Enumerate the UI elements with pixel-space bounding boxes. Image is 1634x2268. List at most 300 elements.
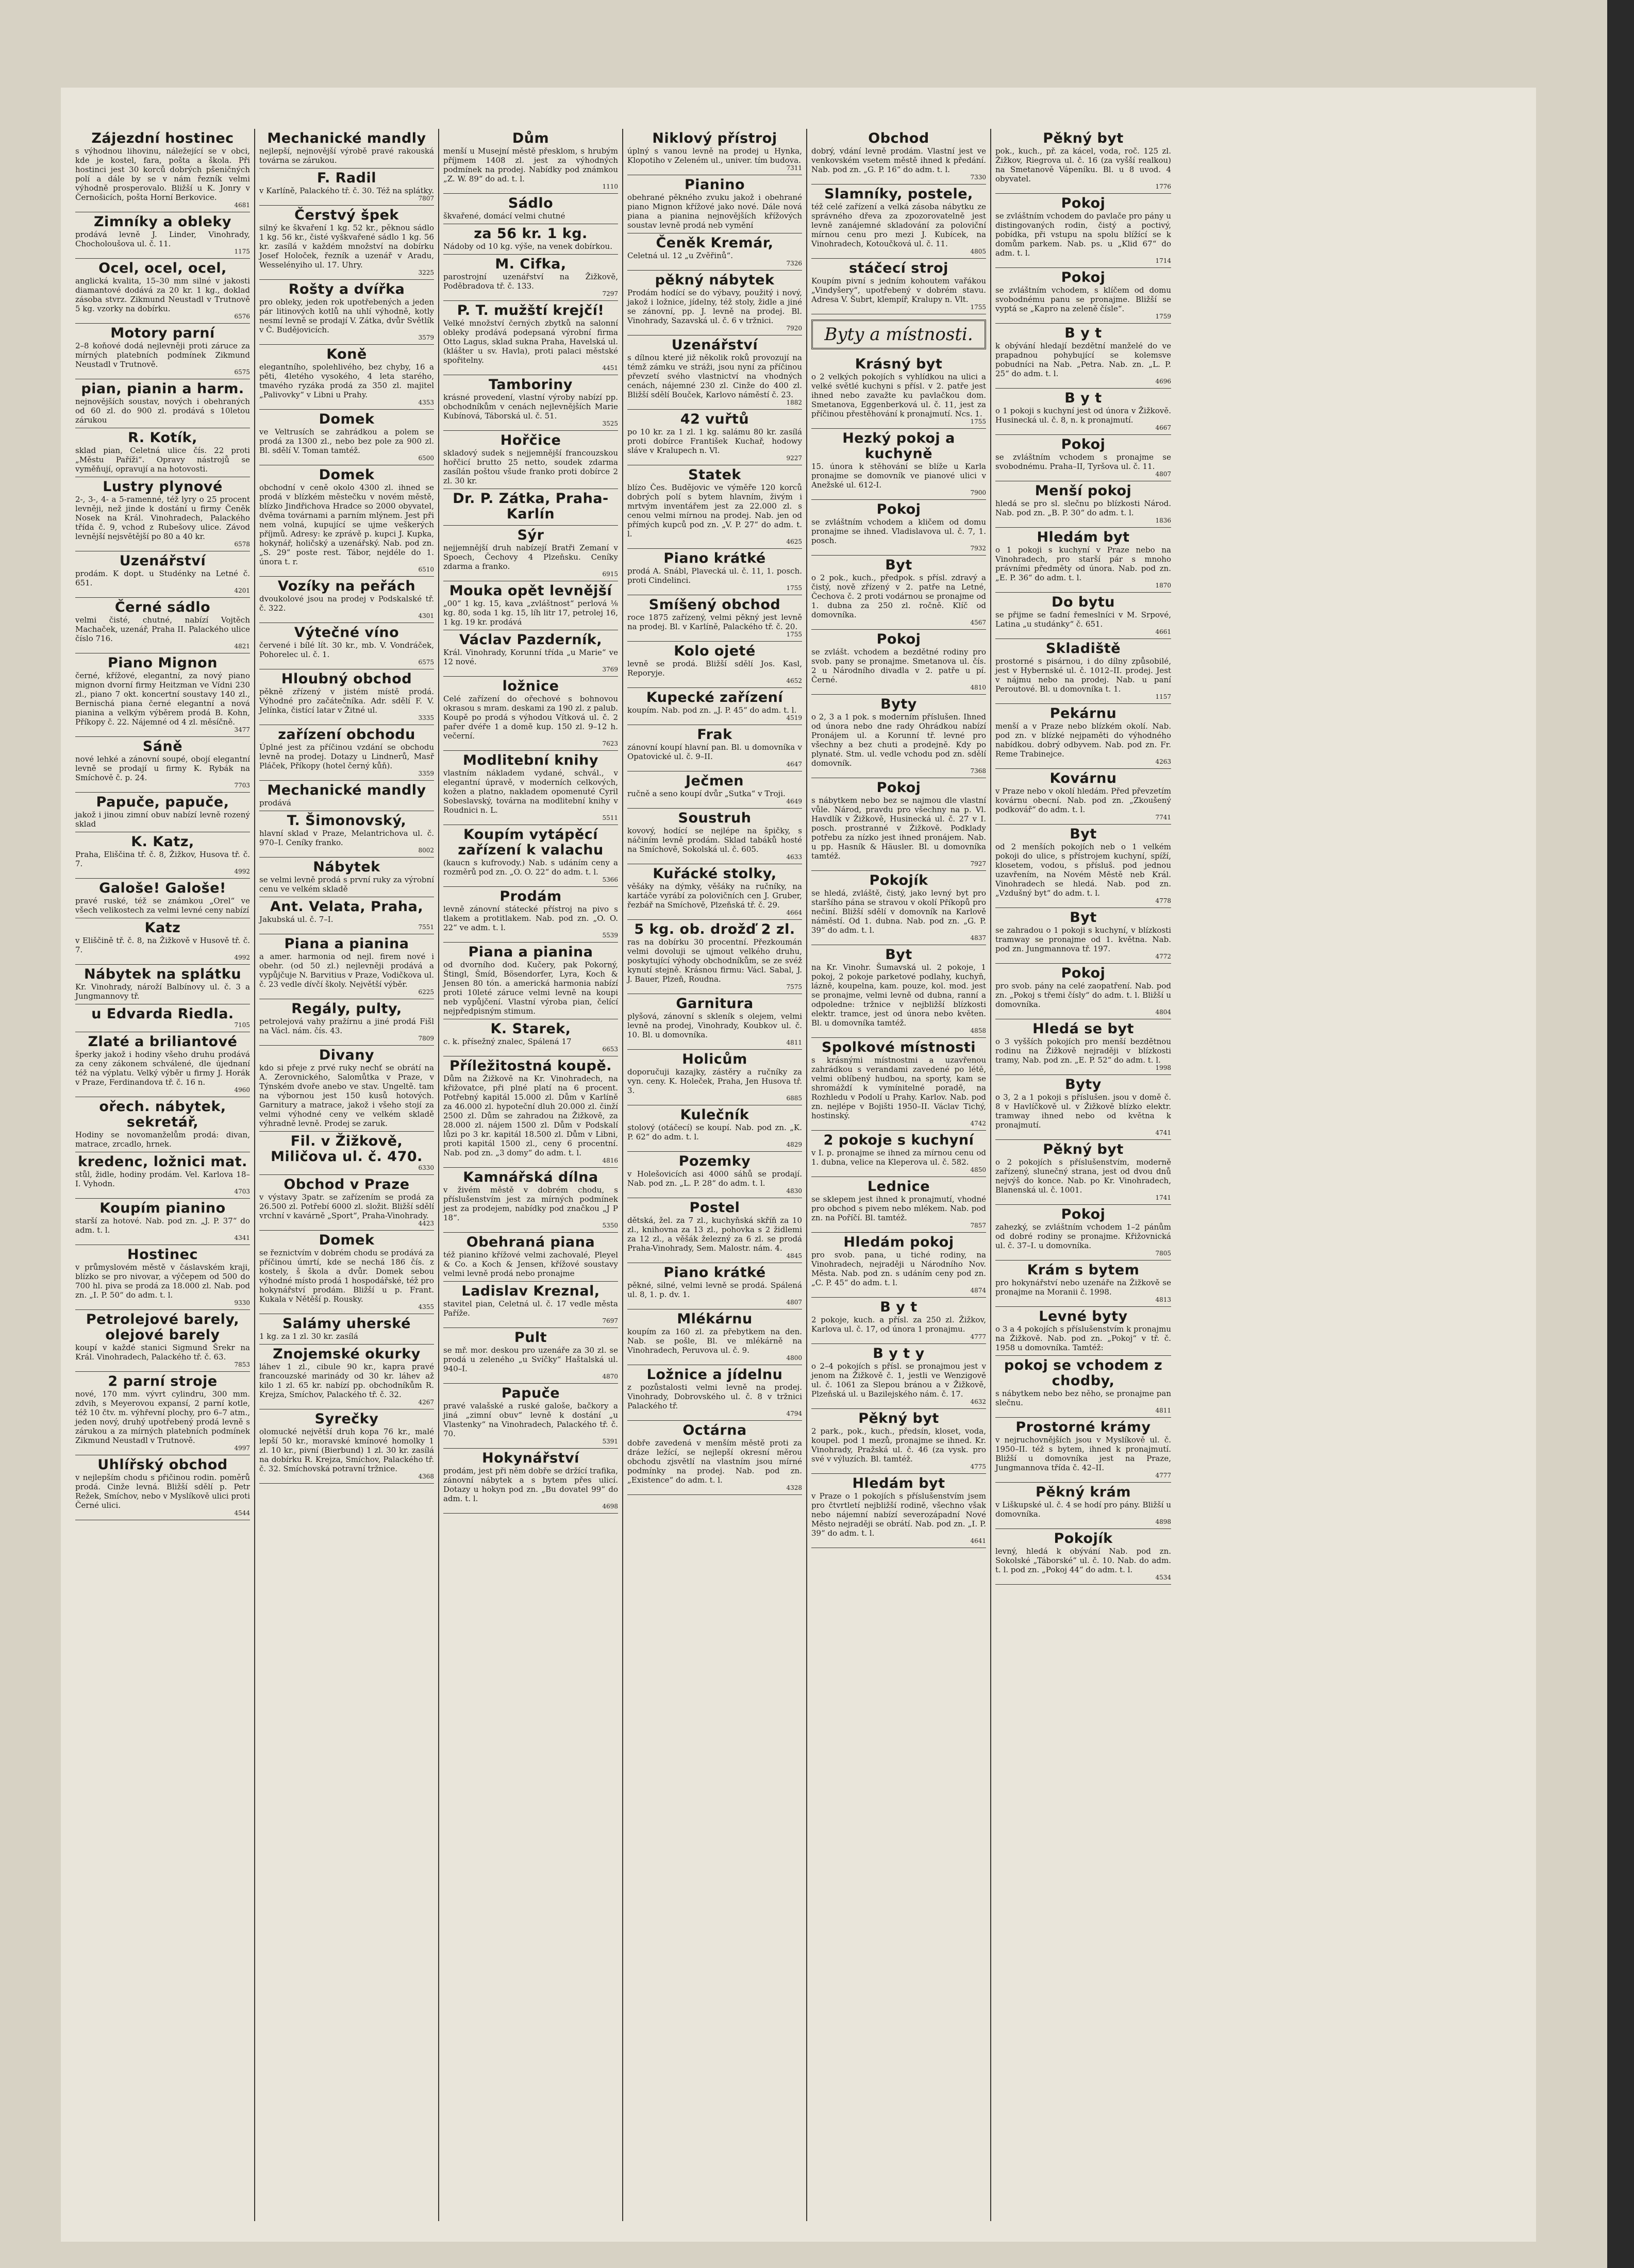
ad-text: pok., kuch., př. za kácel, voda, roč. 125 zl. Žižkov, Riegrova ul. č. 16 (za vyšší realkou) na Smetanově Vápeníku. Bl. u 8 uvod. 4 obyvatel.: [995, 146, 1171, 183]
ad-text: o 2–4 pokojích s přísl. se pronajmou jest v jenom na Žižkově č. 1, jestli ve Wenzigově ul. č. 1061 za Slepou bránou a v Žižkově, Plzeňská ul. u Bazilejského nám. č. 17.: [811, 1362, 986, 1399]
ad-heading: u Edvarda Riedla.: [91, 1006, 234, 1022]
ad-heading: Galoše! Galoše!: [99, 880, 226, 896]
classified-ad: [443, 825, 618, 887]
ad-number: 5350: [602, 1222, 618, 1229]
ad-heading: Pokoj: [1061, 270, 1106, 285]
ad-heading: Skladiště: [1045, 641, 1121, 657]
ad-text: 2-, 3-, 4- a 5-ramenné, též lyry o 25 procent levněji, než jinde k dostání u firmy Čeněk Nosek na Král. Vinohradech, Palackého třída č. 9, vchod z Rubešovy ulice. Závod levnější nejsvětější po 80 a 40 kr.: [75, 495, 250, 541]
ad-text: v živém městě v dobrém chodu, s příslušenstvím jest za mírných podmínek jest za prodejem, nabídky pod značkou „J P 18“.: [443, 1185, 618, 1222]
ad-number: 7809: [418, 1035, 434, 1042]
classified-ad: [995, 593, 1171, 639]
classified-ad: [443, 431, 618, 489]
ad-heading: M. Cifka,: [495, 256, 566, 272]
ad-number: 7703: [234, 782, 250, 789]
ad-number: 4641: [970, 1537, 986, 1544]
ad-text: láhev 1 zl., cibule 90 kr., kapra pravé francouzské marinády od 30 kr. láhev až kilo 1 zl. 65 kr. nabízí pp. obchodníkům R. Krejza, Smíchov, Palackého tř. č. 32.: [259, 1362, 434, 1399]
ad-text: dobrý, vdání levně prodám. Vlastní jest ve venkovském vsetem městě ihned k předání. Nab. pod zn. „G. P. 16“ do adm. t. l.: [811, 146, 986, 174]
classified-ad: [627, 920, 802, 994]
ad-heading: B y t: [1064, 390, 1102, 406]
ad-heading: Pěkný byt: [858, 1410, 939, 1426]
column-5: [807, 129, 991, 2221]
classified-ad: [995, 964, 1171, 1019]
ad-text: v Eliščině tř. č. 8, na Žižkově v Husově tř. č. 7.: [75, 936, 250, 954]
ad-heading: Ant. Velata, Praha,: [270, 899, 424, 915]
ad-text: jakož i jinou zimní obuv nabízí levně rozený sklad: [75, 810, 250, 829]
ad-text: roce 1875 zařízený, velmi pěkný jest levně na prodej. Bl. v Karlíně, Palackého tř. č. 20.: [627, 613, 802, 631]
ad-heading: Postel: [689, 1200, 740, 1216]
ad-text: 1 kg. za 1 zl. 30 kr. zasílá: [259, 1332, 358, 1341]
ad-heading: Krásný byt: [855, 356, 943, 372]
ad-number: 8002: [418, 847, 434, 854]
ad-text: se mř. mor. deskou pro uzenáře za 30 zl. se prodá u zeleného „u Svíčky“ Haštalská ul. 940–I.: [443, 1346, 618, 1373]
ad-text: nejjemnější druh nabízejí Bratři Zemaní v Spoech, Čechovy 4 Plzeňsku. Ceníky zdarma a franko.: [443, 543, 618, 571]
classified-ad: [259, 725, 434, 781]
classified-ad: [627, 809, 802, 864]
ad-number: 7311: [786, 164, 802, 172]
ad-heading: Modlitební knihy: [463, 752, 598, 768]
classified-ad: [627, 271, 802, 335]
ad-heading: Koupím pianino: [99, 1200, 226, 1216]
ad-heading: Nábytek: [313, 859, 380, 875]
ad-text: levně zánovní státecké přístroj na pivo s tlakem a protitlakem. Nab. pod zn. „O. O. 22“ ve adm. t. l.: [443, 904, 618, 932]
ad-heading: Petrolejové barely, olejové barely: [86, 1312, 240, 1343]
ad-heading: Uhlířský obchod: [97, 1457, 228, 1473]
ad-heading: Pekárnu: [1049, 705, 1117, 721]
ad-text: s dílnou které již několik roků provozují na témž zámku ve stráži, jsou nyní za příčinou převzetí svého vlastnictví na vhodných cenách, nájemné 230 zl. Cinže do 400 zl. Bližší sdělí Bouček, Karlovo náměstí č. 23.: [627, 353, 802, 399]
ad-number: 4772: [1155, 953, 1171, 960]
ad-text: 2–8 koňové dodá nejlevněji proti záruce za mírných platebních podmínek Zikmund Neustadl v Trutnově.: [75, 341, 250, 369]
classified-ad: [75, 918, 250, 965]
ad-heading: Smíšený obchod: [648, 597, 781, 613]
ad-number: 7326: [786, 260, 802, 267]
classified-ad: [75, 1097, 250, 1152]
ad-text: silný ke škvaření 1 kg. 52 kr., pěknou sádlo 1 kg. 56 kr., čisté vyškvařené sádlo 1 kg. 56 kr. zasílá v každém množství na dobírku Josef Holoček, řezník a uzenář v Aradu, Wesselényiho ul. 17. Uhry.: [259, 223, 434, 270]
ad-heading: Salámy uherské: [282, 1316, 411, 1332]
classified-ad: [259, 897, 434, 934]
ad-text: „00“ 1 kg. 15, kava „zvláštnost“ perlová ⅛ kg. 80, soda 1 kg. 15, líh litr 17, petrolej 16, 1 kg. 19 kr. prodává: [443, 599, 618, 627]
ad-heading: Niklový přístroj: [652, 130, 777, 146]
ad-text: se přijme se ťadní řemeslníci v M. Srpové, Latina „u studánky“ č. 651.: [995, 610, 1171, 629]
ad-text: se hledá, zvláště, čistý, jako levný byt pro staršího pána se stravou v okolí Příkopů pro nečiní. Bližší sdělí v domovník na Karlově náměstí. Od 1. dubna. Nab. pod zn. „G. P. 39“ do adm. t. l.: [811, 888, 986, 935]
ad-number: 4960: [234, 1086, 250, 1094]
classified-ad: [443, 129, 618, 194]
ad-number: 4698: [602, 1503, 618, 1510]
ad-text: ve Veltrusích se zahrádkou a polem se prodá za 1300 zl., nebo bez pole za 900 zl. Bl. sdělí V. Toman tamtéž.: [259, 427, 434, 455]
classified-ad: [811, 259, 986, 314]
ad-text: a amer. harmonia od nejl. firem nové i obehr. (od 50 zl.) nejlevněji prodává a vypůjčuje N. Barvitius v Praze, Vodičkova ul. č. 23 vedle dívčí školy. Největší výběr.: [259, 952, 434, 989]
ad-number: 4992: [234, 954, 250, 961]
ad-number: 4777: [1155, 1472, 1171, 1479]
ad-number: 4778: [1155, 897, 1171, 904]
ad-heading: zařízení obchodu: [278, 727, 415, 743]
classified-ad: [443, 1384, 618, 1449]
ad-number: 5366: [602, 876, 618, 883]
classified-ad: [75, 428, 250, 477]
classified-ad: [443, 1449, 618, 1514]
ad-heading: Rošty a dvířka: [288, 281, 405, 297]
ad-text: pro obleky, jeden rok upotřebených a jeden pár litinových kotlů na uhlí výhodně, kotly nesmí levně se prodají V. Zátka, dvůr Světlík v Č. Budějovicích.: [259, 297, 434, 334]
ad-number: 6578: [234, 541, 250, 548]
ad-text: o 1 pokoji s kuchyní v Praze nebo na Vinohradech, pro starší pár s mnoho právními předměty od února. Nab. pod zn. „E. P. 36“ do adm. t. l.: [995, 545, 1171, 582]
ad-heading: Lednice: [867, 1179, 930, 1195]
ad-heading: Tamboriny: [488, 377, 573, 393]
ad-number: 4816: [602, 1157, 618, 1164]
ad-heading: 42 vuřtů: [680, 411, 749, 427]
ad-heading: ložnice: [502, 678, 559, 694]
ad-heading: Pianino: [684, 177, 745, 193]
classified-ad: [443, 943, 618, 1019]
ad-number: 1870: [1155, 582, 1171, 589]
ad-number: 3335: [418, 714, 434, 721]
classified-ad: [811, 1298, 986, 1344]
ad-heading: Pěkný byt: [1043, 1141, 1124, 1157]
classified-ad: [75, 653, 250, 737]
ad-heading: Hledám pokoj: [843, 1234, 954, 1250]
ad-heading: Zájezdní hostinec: [91, 130, 234, 146]
classified-ad: [811, 695, 986, 778]
ad-number: 4534: [1155, 1574, 1171, 1581]
classified-ad: [75, 737, 250, 793]
classified-ad: [75, 1245, 250, 1310]
ad-heading: Frak: [697, 727, 732, 743]
ad-text: se zahradou o 1 pokoji s kuchyní, v blízkosti tramway se pronajme od 1. května. Nab. pod zn. Jungmannova tř. 197.: [995, 926, 1171, 953]
ad-number: 4519: [786, 714, 802, 721]
ad-heading: Ložnice a jídelnu: [646, 1367, 783, 1383]
ad-text: o 3, 2 a 1 pokoji s příslušen. jsou v domě č. 8 v Havlíčkově ul. v Žižkově blízko elektr. tramway ihned nebo od května k pronajmutí.: [995, 1093, 1171, 1130]
ad-heading: Do bytu: [1052, 594, 1115, 610]
ad-heading: Výtečné víno: [294, 625, 399, 641]
ad-number: 6510: [418, 566, 434, 573]
classified-ad: [259, 999, 434, 1046]
column-4: [623, 129, 807, 2221]
classified-ad: [627, 549, 802, 595]
classified-ad: [443, 255, 618, 301]
ad-text: plyšová, zánovní s skleník s olejem, velmi levně na prodej, Vinohrady, Koubkov ul. č. 10. Bl. u domovníka.: [627, 1012, 802, 1039]
ad-heading: Sádlo: [508, 195, 554, 211]
classified-ad: [75, 1152, 250, 1199]
ad-text: o 1 pokoji s kuchyní jest od února v Žižkově. Husinecká ul. č. 8, n. k pronajmutí.: [995, 406, 1171, 425]
ad-text: krásné provedení, vlastní výroby nabízí pp. obchodníkům v cenách nejlevnějších Marie Kubínová, Táborská ul. č. 51.: [443, 393, 618, 421]
ad-heading: Piano krátké: [663, 1265, 766, 1281]
classified-ad: [75, 598, 250, 653]
ad-number: 3769: [602, 666, 618, 673]
ad-heading: Ječmen: [685, 773, 744, 789]
ad-heading: Hledám byt: [1037, 529, 1130, 545]
ad-heading: Hezký pokoj a kuchyně: [842, 430, 955, 462]
ad-number: 4807: [1155, 471, 1171, 478]
ad-number: 4813: [1155, 1296, 1171, 1303]
ad-number: 4667: [1155, 424, 1171, 431]
ad-heading: Hokynářství: [482, 1450, 579, 1466]
classified-ad: [627, 1050, 802, 1105]
ad-text: obchodní v ceně okolo 4300 zl. ihned se prodá v blízkém městečku v novém městě, blízko Jindřichova Hradce so 2000 obyvatel, dvěma továrnami a parním mlýnem. Jest při nem volná, kupující se ujme veškerých příjmů. Adresy: ke zprávě p. kupci J. Kupka, hokynář, holičský a uzenářský. Nab. pod zn. „S. 29“ poste rest. Tábor, nejdéle do 1. února t. r.: [259, 483, 434, 566]
ad-text: obehrané pěkného zvuku jakož i obehrané piano Mignon křížové jako nové. Dále nová piana a pianina nejnovějších křížových soustav levně prodá neb vymění: [627, 193, 802, 230]
ad-text: nejnovějších soustav, nových i obehraných od 60 zl. do 900 zl. prodává s 10letou zárukou: [75, 397, 250, 425]
classified-ad: [259, 669, 434, 725]
classified-ad: [75, 879, 250, 918]
ad-heading: Dům: [512, 130, 549, 146]
ad-heading: Kulečník: [680, 1107, 749, 1123]
ad-number: 4830: [786, 1187, 802, 1195]
classified-ad: [627, 175, 802, 233]
ad-text: nové, 170 mm. vývrt cylindru, 300 mm. zdvih, s Meyerovou expansí, 2 parní kotle, též 10 čtv. m. výhřevní plochy, pro 6–7 atm., jeden nový, druhý upotřebený prodá levně s zárukou a za mírných platebních podmínek Zikmund Neustadl v Trutnově.: [75, 1389, 250, 1445]
ad-number: 4829: [786, 1141, 802, 1148]
ad-heading: Kupecké zařízení: [646, 690, 783, 705]
classified-ad: [75, 1199, 250, 1245]
ad-text: se zvláštním vchodem, s klíčem od domu svobodnému panu se pronajme. Bližší se vyptá se „Kapro na zeleně čísle“.: [995, 285, 1171, 313]
ad-number: 7805: [1155, 1250, 1171, 1257]
ad-text: též celé zařízení a velká zásoba nábytku ze správného dřeva za zpozorovatelně jest levně zanájemné skladování za poloviční mírnou cenu pro mezi J. Kubícek, na Vinohradech, Kotoučková ul. č. 11.: [811, 202, 986, 248]
ad-heading: pian, pianin a harm.: [81, 381, 244, 397]
classified-ad: [995, 1356, 1171, 1418]
ad-number: 4775: [970, 1463, 986, 1470]
ad-text: petrolejová vahy pražírnu a jiné prodá Fišl na Václ. nám. čís. 43.: [259, 1017, 434, 1035]
classified-ad: [627, 1421, 802, 1495]
ad-number: 1836: [1155, 517, 1171, 524]
ad-text: koupím. Nab. pod zn. „J. P. 45“ do adm. t. l.: [627, 705, 797, 715]
ad-text: úplný s vanou levně na prodej u Hynka, Klopotiho v Zeleném ul., univer. tím budova.: [627, 146, 802, 165]
ad-text: elegantního, spolehlivého, bez chyby, 16 a pěti, 4letého vysokého, 4 leta starého, tmavého ryzáka prodá za 350 zl. majitel „Palivovky“ v Libni u Prahy.: [259, 362, 434, 399]
classified-ad: [627, 1198, 802, 1263]
ad-heading: Regály, pulty,: [291, 1001, 402, 1017]
ad-text: v průmyslovém městě v čáslavském kraji, blízko se pro nivovar, a výčepem od 500 do 700 hl. piva se prodá za 18.000 zl. Nab. pod zn. „I. P. 50“ do adm. t. l.: [75, 1263, 250, 1300]
ad-text: Kr. Vinohrady, nároží Balbínovy ul. č. 3 a Jungmannovy tř.: [75, 982, 250, 1001]
ad-heading: Garnitura: [676, 996, 754, 1012]
classified-ad: [627, 1365, 802, 1421]
classified-ad: [811, 429, 986, 500]
classified-ad: [811, 1131, 986, 1177]
ad-text: c. k. přísežný znalec, Spálená 17: [443, 1037, 572, 1046]
ad-number: 6225: [418, 988, 434, 996]
classified-ad: [995, 268, 1171, 324]
ad-text: nejlepší, nejnovější výrobě pravé rakouská továrna se zárukou.: [259, 146, 434, 165]
classified-ad: [259, 410, 434, 465]
ad-text: v I. p. pronajme se ihned za mírnou cenu od 1. dubna, velice na Kleperova ul. č. 582.: [811, 1148, 986, 1167]
ad-text: škvařené, domácí velmi chutné: [443, 211, 565, 221]
classified-ad: [995, 908, 1171, 964]
ad-number: 4874: [970, 1287, 986, 1294]
ad-text: s výhodnou lihovinu, náležející se v obci, kde je kostel, fara, pošta a škola. Při hostinci jest 30 korců dobrých pšeničných polí a dále by se v nám řezník velmi výhodně prosperovalo. Bližší u K. Jonry v Černošicích, pošta Horní Berkovice.: [75, 146, 250, 202]
ad-heading: Domek: [319, 411, 375, 427]
ad-heading: Uzenářství: [671, 337, 758, 353]
ad-number: 1998: [1155, 1064, 1171, 1071]
ad-number: 6575: [234, 368, 250, 376]
ad-text: se zvláštním vchodem do pavlače pro pány u distingovaných rodin, čistý a poctivý, pobídka, při vstupu na spolu blížící se k domům parkem. Nab. ps. u „Klid 67“ do adm. t. l.: [995, 211, 1171, 258]
ad-number: 4341: [234, 1234, 250, 1241]
classified-ad: [75, 259, 250, 324]
classified-ad: [75, 129, 250, 212]
ad-text: koupím za 160 zl. za přebytkem na den. Nab. se pošle, Bl. ve mlékárně na Vinohradech, Peruvova ul. č. 9.: [627, 1327, 802, 1355]
ad-heading: Pozemky: [678, 1153, 751, 1169]
classified-ad: [995, 528, 1171, 593]
ad-number: 4632: [970, 1398, 986, 1405]
ad-number: 4544: [234, 1509, 250, 1517]
ad-text: pěkné, silné, velmi levně se prodá. Spálená ul. 8, 1. p. dv. 1.: [627, 1281, 802, 1299]
ad-heading: Obchod: [868, 130, 929, 146]
ad-text: Jakubská ul. č. 7–I.: [259, 915, 334, 924]
ad-text: kdo si přeje z prvé ruky nechť se obrátí na A. Zerovnického, Salomůtka v Praze, v Týnském dvoře anebo ve stav. Ungeltě. tam na výbornou jest 150 kusů hotových. Garnitury a matrace, jakož i všeho stojí za velmi výhodné ceny ve velkém skladě výhradně levně. Prodej se zaruk.: [259, 1063, 434, 1128]
ad-text: 2 park., pok., kuch., předsín, kloset, voda, koupel. pod 1 mezů, pronajme se ihned. Kr. Vinohrady, Pražská ul. č. 46 (za vysk. pro své v výluzích. Bl. tamtéž.: [811, 1426, 986, 1464]
classified-ad: [627, 1105, 802, 1152]
classified-ad: [995, 129, 1171, 194]
classified-ad: [995, 825, 1171, 908]
ad-heading: Pokoj: [1061, 1206, 1106, 1222]
ad-text: na Kr. Vinohr. Šumavská ul. 2 pokoje, 1 pokoj, 2 pokoje parketové podlahy, kuchyň, lázně, koupelna, kam. pouze, kol. mod. jest se pronajme, velmi levně od dubna, ranní a odpoledne: tržnice v nejbližší blízkosti elektr. tramce, jest od února nebo květen. Bl. u domovníka tamtéž.: [811, 963, 986, 1028]
ad-text: o 2 velkých pokojích s vyhlídkou na ulici a velké světlé kuchyni s přísl. v 2. patře jest ihned nebo zavažte ku pavlačkou dom. Smetanova, Eggenberková ul. č. 11, jest za příčinou přestěhování k pronajmutí. Ncs. 1.: [811, 372, 986, 418]
classified-ad: [443, 1282, 618, 1328]
ad-text: v nejruchovnějších jsou v Myslíkově ul. č. 1950–II. též s bytem, ihned k pronajmutí. Bližší u domovníka jest na Praze, Jungmannova třída č. 42–II.: [995, 1435, 1171, 1472]
classified-ad: [811, 129, 986, 184]
ad-number: 1741: [1155, 1194, 1171, 1201]
classified-ad: [811, 184, 986, 259]
classified-ad: [995, 1483, 1171, 1529]
ad-text: sklad pian, Celetná ulice čís. 22 proti „Městu Paříži“. Opravy nástrojů se vyměňují, opravují a na hotovosti.: [75, 446, 250, 474]
ad-number: 4661: [1155, 628, 1171, 635]
ad-number: 4696: [1155, 378, 1171, 385]
classified-ad: [259, 345, 434, 410]
classified-ad: [627, 233, 802, 271]
ad-heading: Pokoj: [1061, 436, 1106, 452]
classified-ad: [259, 577, 434, 623]
ad-heading: Pult: [514, 1330, 547, 1346]
ad-heading: Byt: [1070, 826, 1097, 842]
ad-text: vlastním nákladem vydané, schvál., v elegantní úpravě, v moderních celkových, kožen a platno, nakladem opomenuté Cyril Sobeslavský, továrna na modlitební knihy v Roudnici n. L.: [443, 768, 618, 815]
ad-number: 7927: [970, 860, 986, 867]
ad-heading: Ocel, ocel, ocel,: [98, 260, 227, 276]
ad-text: Prodám hodící se do výbavy, použitý i nový, jakož i ložnice, jídelny, též stoly, židle a jiné se zánovní, pp. J. levně na prodej. Bl. Vinohrady, Sazavská ul. č. 6 v tržnici.: [627, 288, 802, 325]
ad-number: 4811: [1155, 1407, 1171, 1414]
ad-number: 9227: [786, 455, 802, 462]
classified-ad: [995, 1019, 1171, 1075]
classified-ad: [259, 1345, 434, 1409]
ad-heading: stáčecí stroj: [849, 260, 948, 276]
classified-ad: [995, 324, 1171, 389]
ad-text: pravé valašské a ruské galoše, bačkory a jiná „zimní obuv“ levně k dostání „u Vlastenky“ na Vinohradech, Palackého tř. č. 70.: [443, 1401, 618, 1438]
classified-ad: [627, 1263, 802, 1309]
classified-ad: [259, 1175, 434, 1231]
ad-heading: Čerstvý špek: [294, 207, 399, 223]
ad-text: červené i bílé lít. 30 kr., mb. V. Vondráček, Pohorelec ul. č. 1.: [259, 641, 434, 659]
ad-number: 7330: [970, 174, 986, 181]
scan-edge: [1607, 0, 1634, 2268]
ad-heading: Uzenářství: [119, 553, 206, 569]
ad-heading: Syrečky: [314, 1411, 379, 1427]
ad-heading: Vozíky na peřách: [277, 578, 416, 594]
ad-number: 4423: [418, 1220, 434, 1227]
ad-number: 7623: [602, 740, 618, 747]
classified-ad: [811, 1409, 986, 1474]
ad-text: Dům na Žižkově na Kr. Vinohradech, na křižovatce, při plné platí na 6 procent. Potřebný kapitál 15.000 zl. Dům v Karlíně za 46.000 zl. hypoteční dluh 20.000 zl. činží 2500 zl. Dům se zahradou na Žižkově, za 28.000 zl. nájem 1500 zl. Dům v Podskalí lůzi po 3 kr. kapitál 18.500 zl. Dům v Libni, proti kapitál 1500 zl., ceny 6 procentní. Nab. pod zn. „3 domy“ do adm. t. l.: [443, 1074, 618, 1157]
ad-heading: Ladislav Kreznal,: [461, 1283, 600, 1299]
ad-text: hlavní sklad v Praze, Melantrichova ul. č. 970–I. Ceníky franko.: [259, 829, 434, 847]
classified-ad: [627, 642, 802, 688]
classified-ad: [75, 1455, 250, 1520]
ad-text: stolový (otáčecí) se koupí. Nab. pod zn. „K. P. 62“ do adm. t. l.: [627, 1123, 802, 1141]
classified-ad: [627, 688, 802, 725]
ad-number: 4301: [418, 612, 434, 619]
ad-text: parostrojní uzenářství na Žižkově, Poděbradova tř. č. 133.: [443, 272, 618, 291]
ad-heading: B y t y: [873, 1346, 925, 1362]
classified-ad: [627, 465, 802, 549]
ad-text: k obývání hledají bezdětní manželé do ve prapadnou pohybující se kolemsve pobudníci na Nab. „Petra. Nab. zn. „L. P. 25“ do adm. t. l.: [995, 341, 1171, 378]
ad-heading: Václav Pazderník,: [459, 632, 603, 648]
ad-heading: Koně: [326, 346, 367, 362]
ad-heading: Znojemské okurky: [273, 1346, 421, 1362]
classified-ad: [995, 639, 1171, 704]
classified-ad: [811, 1474, 986, 1548]
classified-ad: [443, 375, 618, 431]
ad-heading: Byty: [880, 696, 917, 712]
ad-heading: 2 pokoje s kuchyní: [823, 1132, 974, 1148]
ad-text: po 10 kr. za 1 zl. 1 kg. salámu 80 kr. zasílá proti dobírce František Kuchař, hodowy sláve v Kralupech n. Vl.: [627, 427, 802, 455]
ad-heading: Kuřácké stolky,: [653, 866, 777, 882]
ad-heading: Pokoj: [1061, 195, 1106, 211]
ad-number: 7297: [602, 290, 618, 297]
ad-text: ručně a seno koupí dvůr „Sutka“ v Troji.: [627, 789, 786, 798]
ad-text: se zvlášt. vchodem a bezdětné rodiny pro svob. pany se pronajme. Smetanova ul. čís. 2 u Národního divadla v 2. patře u pí. Černé.: [811, 647, 986, 684]
ad-number: 4805: [970, 248, 986, 255]
classified-ad: [75, 324, 250, 379]
ad-text: skladový sudek s nejjemnější francouzskou hořčicí brutto 25 netto, soudek zdarma zasílán poštou všude franko proti dobírce 2 zl. 30 kr.: [443, 448, 618, 485]
ad-number: 4870: [602, 1373, 618, 1380]
ad-number: 4664: [786, 909, 802, 916]
classified-ad: [443, 677, 618, 751]
ad-heading: Piano krátké: [663, 550, 766, 566]
classified-ad: [627, 1309, 802, 1365]
classified-ad: [811, 1344, 986, 1409]
ad-text: 2 pokoje, kuch. a přísl. za 250 zl. Žižkov, Karlova ul. č. 17, od února 1 pronajmu.: [811, 1315, 986, 1334]
ad-text: nové lehké a zánovní soupé, obojí elegantní levně se prodají u firmy K. Rybák na Smíchově č. p. 24.: [75, 754, 250, 782]
ad-heading: Motory parní: [110, 325, 215, 341]
ad-heading: T. Šimonovský,: [287, 813, 407, 829]
classified-ad: [259, 280, 434, 345]
classified-ad: [259, 1046, 434, 1132]
ad-text: o 2 pokojích s příslušenstvím, moderně zařízený, slunečný strana, jest od dvou dnů nejvýš do konce. Nab. po Kr. Vinohradech, Blanenská ul. č. 1001.: [995, 1157, 1171, 1195]
ad-text: koupí v každé stanici Sigmund Šrekr na Král. Vinohradech, Palackého tř. č. 63.: [75, 1343, 250, 1362]
classified-ad: [443, 751, 618, 825]
ad-text: starší za hotové. Nab. pod zn. „J. P. 37“ do adm. t. l.: [75, 1216, 250, 1235]
ad-heading: Čeněk Kremár,: [656, 235, 774, 251]
ad-heading: pěkný nábytek: [655, 272, 775, 288]
ad-heading: Obchod v Praze: [284, 1177, 410, 1192]
ad-heading: 5 kg. ob. drožď 2 zl.: [634, 921, 795, 937]
classified-ad: [75, 965, 250, 1004]
ad-heading: pokoj se vchodem z chodby,: [1004, 1357, 1163, 1389]
classified-ad: [627, 1152, 802, 1198]
ad-number: 4263: [1155, 758, 1171, 765]
ad-text: též pianino křížové velmi zachovalé, Pleyel & Co. a Koch & Jensen, křížové soustavy velmi levně prodá nebo pronajme: [443, 1250, 618, 1278]
ad-text: prodám, jest při něm dobře se držící trafika, zánovní nábytek a s bytem přes ulicí. Dotazy u hokyn pod zn. „Bu dovatel 99“ do adm. t. l.: [443, 1466, 618, 1503]
ad-heading: Hledám byt: [852, 1475, 945, 1491]
column-2: [255, 129, 439, 2221]
ad-number: 4850: [970, 1166, 986, 1173]
ad-text: stůl, židle, hodiny prodám. Vel. Karlova 18–I. Vyhodn.: [75, 1170, 250, 1188]
ad-text: se sklepem jest ihned k pronajmutí, vhodné pro obchod s pivem nebo mlékem. Nab. pod zn. na Poříčí. Bl. tamtéž.: [811, 1195, 986, 1222]
ad-text: menší a v Praze nebo blízkém okolí. Nab. pod zn. v blízké nejpaměti do výhodného nabídkou. dobrý odbyvem. Nab. pod zn. Fr. Reme Trabinejce.: [995, 721, 1171, 759]
classified-ad: [995, 1075, 1171, 1140]
ad-text: se zvláštním vchodem a kličem od domu pronajme se ihned. Vladislavova ul. č. 7, 1. posch.: [811, 517, 986, 545]
classified-ad: [443, 526, 618, 581]
classified-ad: [75, 1032, 250, 1097]
ad-number: 9330: [234, 1299, 250, 1306]
ad-heading: Krám s bytem: [1027, 1262, 1140, 1278]
ad-heading: ořech. nábytek, sekretář,: [99, 1099, 226, 1130]
ad-heading: B y t: [880, 1299, 918, 1315]
classified-ad: [75, 212, 250, 259]
ad-heading: Byt: [885, 557, 912, 573]
ad-text: pro svob. pány na celé zaopatření. Nab. pod zn. „Pokoj s třemi čísly“ do adm. t. l. Bližší u domovníka.: [995, 981, 1171, 1009]
ad-number: 1714: [1155, 257, 1171, 264]
